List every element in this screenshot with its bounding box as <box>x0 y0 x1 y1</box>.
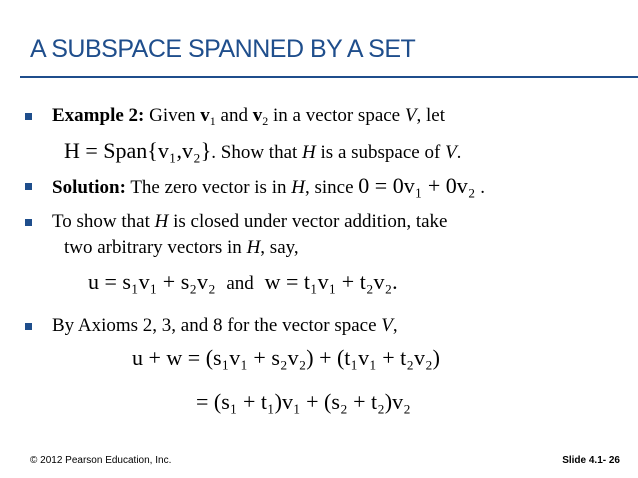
and-text: and <box>215 105 253 126</box>
title-divider <box>20 76 638 78</box>
space-V: V <box>404 105 417 126</box>
vector-v1: v <box>200 105 210 126</box>
example-text-3: , let <box>416 105 445 126</box>
axioms-end: , <box>392 315 398 336</box>
show-text-2: is a subspace of <box>315 142 446 163</box>
solution-label: Solution: <box>52 177 126 198</box>
axioms-line <box>52 314 398 338</box>
span-equation: H = Span{v₁,v₂} <box>64 138 212 163</box>
uw-line <box>88 270 398 296</box>
and-word: and <box>226 273 254 294</box>
subspace-H-3: H <box>154 211 169 232</box>
slide-number: Slide 4.1- 26 <box>562 455 620 466</box>
show-text-3: . <box>456 142 462 163</box>
subspace-H: H <box>302 142 316 163</box>
subspace-H-4: H <box>246 237 261 258</box>
zero-equation: 0 = 0v₁ + 0v₂ <box>358 173 476 198</box>
space-V-2: V <box>445 142 457 163</box>
example-text-1: Given <box>144 105 201 126</box>
closed-text-1: To show that <box>52 211 155 232</box>
sum-line-2 <box>196 390 411 416</box>
bullet-marker-1 <box>25 113 32 120</box>
w-equation: w = t₁v₁ + t₂v₂. <box>264 269 398 294</box>
vector-v2-subscript: 2 <box>262 114 269 128</box>
sum-equation: u + w = (s₁v₁ + s₂v₂) + (t₁v₁ + t₂v₂) <box>132 345 440 370</box>
closed-text-3: two arbitrary vectors in <box>64 237 247 258</box>
bullet-marker-4 <box>25 323 32 330</box>
vector-v2: v <box>252 105 263 126</box>
vector-v1-subscript: 1 <box>209 114 216 128</box>
show-text-1: . Show that <box>211 142 303 163</box>
space-V-3: V <box>381 315 393 336</box>
solution-text: The zero vector is in <box>125 177 292 198</box>
solution-since: , since <box>304 177 359 198</box>
sum-equation-2: = (s₁ + t₁)v₁ + (s₂ + t₂)v₂ <box>196 389 411 414</box>
example-line <box>52 104 445 133</box>
span-line <box>64 139 461 165</box>
solution-end: . <box>475 177 485 198</box>
example-label: Example 2: <box>52 105 145 126</box>
closed-line-1 <box>52 210 447 234</box>
closed-line-2 <box>64 236 299 260</box>
solution-line <box>52 174 485 200</box>
closed-text-4: , say, <box>260 237 299 258</box>
bullet-marker-3 <box>25 219 32 226</box>
subspace-H-2: H <box>291 177 305 198</box>
slide-title: A SUBSPACE SPANNED BY A SET <box>30 35 416 63</box>
example-text-2: in a vector space <box>268 105 405 126</box>
axioms-text: By Axioms 2, 3, and 8 for the vector space <box>52 315 382 336</box>
closed-text-2: is closed under vector addition, take <box>168 211 448 232</box>
u-equation: u = s₁v₁ + s₂v₂ <box>88 269 216 294</box>
sum-line-1 <box>132 346 440 372</box>
bullet-marker-2 <box>25 183 32 190</box>
copyright-footer: © 2012 Pearson Education, Inc. <box>30 455 172 466</box>
